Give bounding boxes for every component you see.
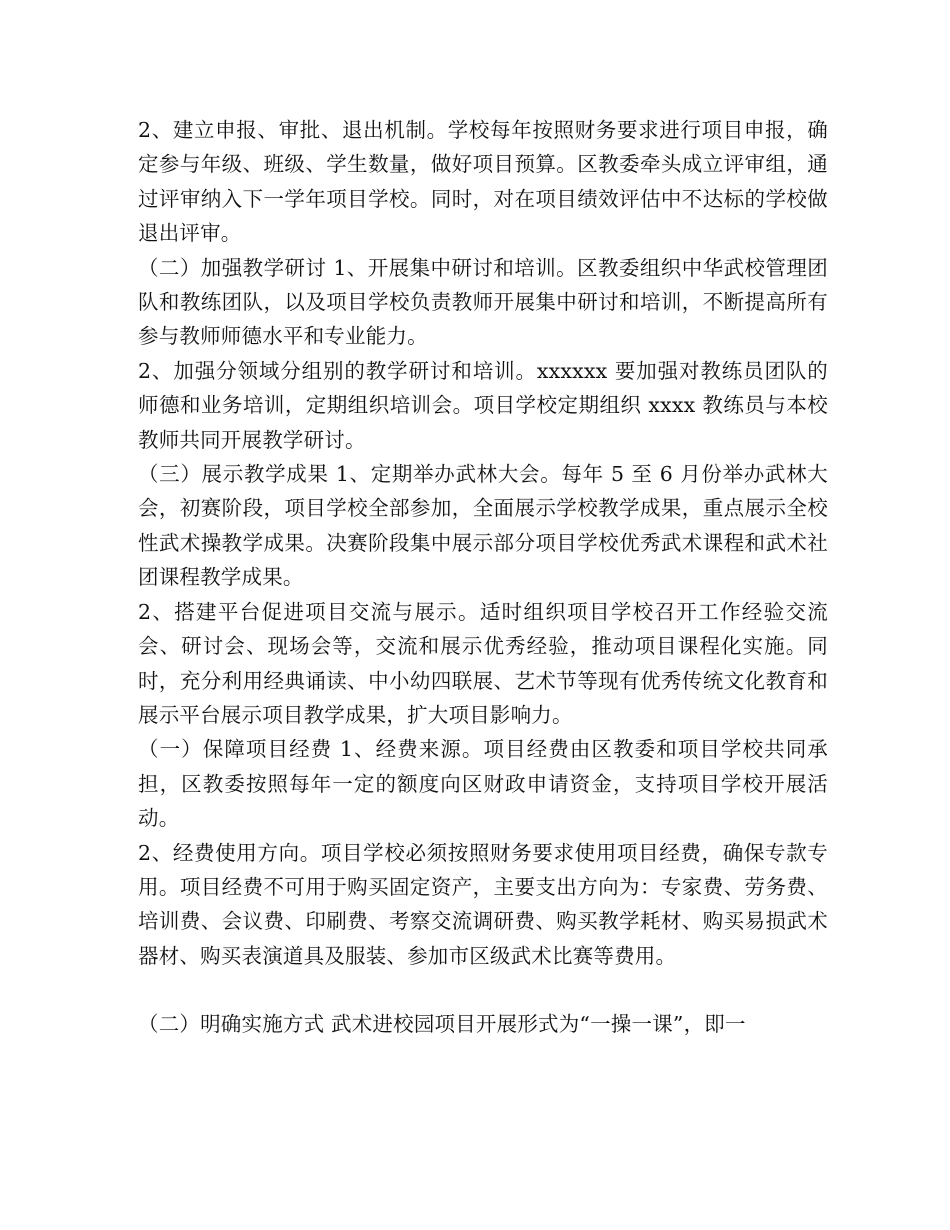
paragraph-teaching-research: （二）加强教学研讨 1、开展集中研讨和培训。区教委组织中华武校管理团队和教练团队，以及项目学校负责教师开展集中研讨和培训，不断提高所有参与教师师德水平和专业能力。 — [138, 255, 828, 349]
paragraph-funding-usage: 2、经费使用方向。项目学校必须按照财务要求使用项目经费，确保专款专用。项目经费不可用于购买固定资产，主要支出方向为：专家费、劳务费、培训费、会议费、印刷费、考察交流调研费、购买教学耗材、购买易损武术器材、购买表演道具及服装、参加市区级武术比赛等费用。 — [138, 840, 828, 968]
paragraph-domain-training: 2、加强分领域分组别的教学研讨和培训。xxxxxx 要加强对教练员团队的师德和业务培训，定期组织培训会。项目学校定期组织 xxxx 教练员与本校教师共同开展教学研讨。 — [138, 358, 828, 452]
paragraph-exchange-platform: 2、搭建平台促进项目交流与展示。适时组织项目学校召开工作经验交流会、研讨会、现场会等，交流和展示优秀经验，推动项目课程化实施。同时，充分利用经典诵读、中小幼四联展、艺术节等现有优秀传统文化教育和展示平台展示项目教学成果，扩大项目影响力。 — [138, 599, 828, 727]
document-body — [138, 113, 828, 1042]
paragraph-funding-source: （一）保障项目经费 1、经费来源。项目经费由区教委和项目学校共同承担，区教委按照每年一定的额度向区财政申请资金，支持项目学校开展活动。 — [138, 737, 828, 831]
paragraph-implementation-method: （二）明确实施方式 武术进校园项目开展形式为“一操一课”，即一 — [138, 1012, 746, 1037]
paragraph-teaching-results: （三）展示教学成果 1、定期举办武林大会。每年 5 至 6 月份举办武林大会，初赛阶段，项目学校全部参加，全面展示学校教学成果，重点展示全校性武术操教学成果。决赛阶段集中展示部分项目学校优秀武术课程和武术社团课程教学成果。 — [138, 462, 828, 590]
paragraph-application-mechanism: 2、建立申报、审批、退出机制。学校每年按照财务要求进行项目申报，确定参与年级、班级、学生数量，做好项目预算。区教委牵头成立评审组，通过评审纳入下一学年项目学校。同时，对在项目绩效评估中不达标的学校做退出评审。 — [138, 118, 828, 246]
paragraph-gap — [138, 973, 828, 1007]
